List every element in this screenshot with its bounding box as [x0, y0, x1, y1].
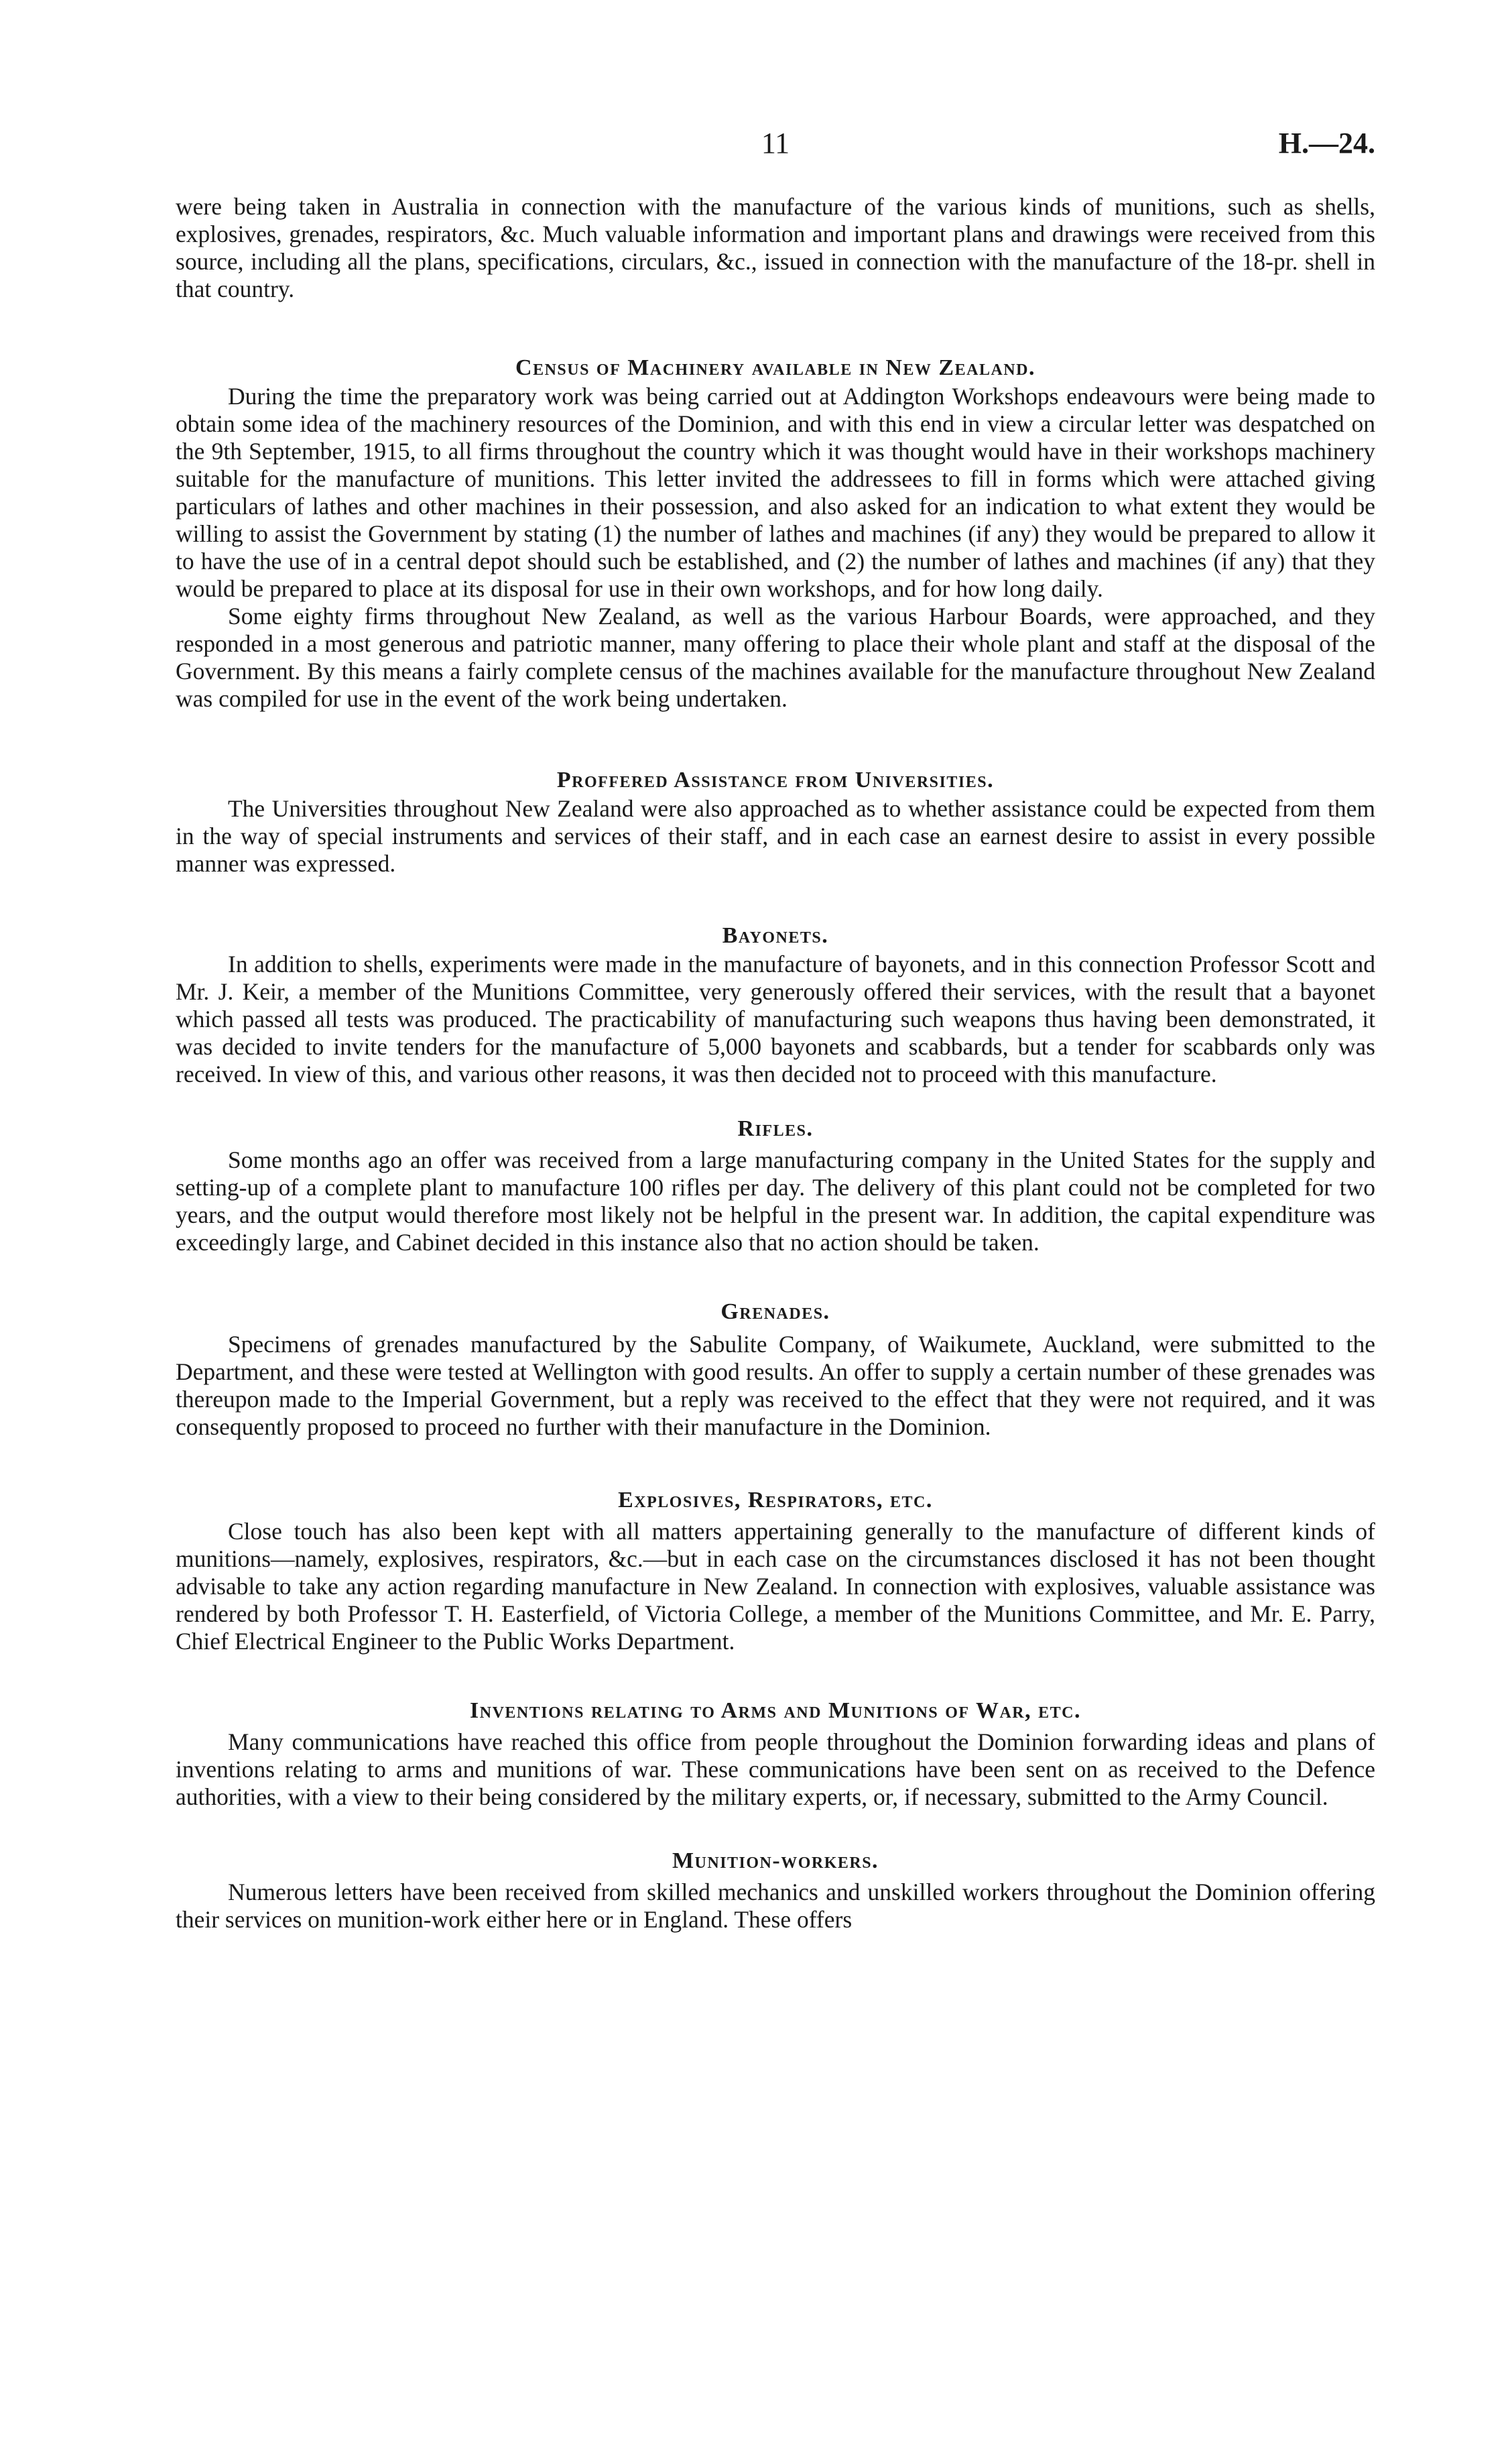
document-reference: H.—24.	[1278, 127, 1375, 160]
paragraph-bayonets: In addition to shells, experiments were made in the manufacture of bayonets, and in this connection Professor Scott and Mr. J. Keir, a member of the Munitions Committee, very generously offered their services, with the result that a bayonet which passed all tests was produced. The practicability of manufacturing such weapons thus having been demonstrated, it was decided to invite tenders for the manufacture of 5,000 bayonets and scabbards, but a tender for scabbards only was received. In view of this, and various other reasons, it was then decided not to proceed with this manufacture.	[176, 951, 1375, 1087]
section-heading-rifles: Rifles.	[737, 1116, 814, 1141]
section-heading-universities: Proffered Assistance from Universities.	[556, 768, 995, 792]
page-header	[176, 126, 1375, 166]
document-body	[176, 193, 1375, 1934]
section-heading-inventions: Inventions relating to Arms and Munitions of War, etc.	[470, 1698, 1081, 1723]
section-heading-bayonets: Bayonets.	[722, 923, 829, 948]
section-heading-explosives: Explosives, Respirators, etc.	[618, 1488, 933, 1512]
section-heading-census: Census of Machinery available in New Zealand.	[515, 355, 1035, 380]
paragraph-census-2: Some eighty firms throughout New Zealand, as well as the various Harbour Boards, were approached, and they responded in a most generous and patriotic manner, many offering to place their whole plant and staff at the disposal of the Government. By this means a fairly complete census of the machines available for the manufacture throughout New Zealand was compiled for use in the event of the work being undertaken.	[176, 603, 1375, 712]
paragraph-inventions: Many communications have reached this office from people throughout the Dominion forwarding ideas and plans of inventions relating to arms and munitions of war. These communications have been sent on as received to the Defence authorities, with a view to their being considered by the military experts, or, if necessary, submitted to the Army Council.	[176, 1728, 1375, 1810]
paragraph-census-1: During the time the preparatory work was being carried out at Addington Workshops endeavours were being made to obtain some idea of the machinery resources of the Dominion, and with this end in view a circular letter was despatched on the 9th September, 1915, to all firms throughout the country which it was thought would have in their workshops machinery suitable for the manufacture of munitions. This letter invited the addressees to fill in forms which were attached giving particulars of lathes and other machines in their possession, and also asked for an indication to what extent they would be willing to assist the Government by stating (1) the number of lathes and machines (if any) they would be prepared to allow it to have the use of in a central depot should such be established, and (2) the number of lathes and machines (if any) that they would be prepared to place at its disposal for use in their own workshops, and for how long daily.	[176, 383, 1375, 602]
paragraph-grenades: Specimens of grenades manufactured by the Sabulite Company, of Waikumete, Auckland, were submitted to the Department, and these were tested at Wellington with good results. An offer to supply a certain number of these grenades was thereupon made to the Imperial Government, but a reply was received to the effect that they were not required, and it was consequently proposed to proceed no further with their manufacture in the Dominion.	[176, 1331, 1375, 1440]
section-heading-grenades: Grenades.	[720, 1299, 830, 1324]
paragraph-universities: The Universities throughout New Zealand were also approached as to whether assistance could be expected from them in the way of special instruments and services of their staff, and in each case an earnest desire to assist in every possible manner was expressed.	[176, 795, 1375, 877]
intro-paragraph: were being taken in Australia in connection with the manufacture of the various kinds of munitions, such as shells, explosives, grenades, respirators, &c. Much valuable information and important plans and drawings were received from this source, including all the plans, specifications, circulars, &c., issued in connection with the manufacture of the 18-pr. shell in that country.	[176, 193, 1375, 302]
section-heading-munition-workers: Munition-workers.	[672, 1848, 879, 1873]
paragraph-rifles: Some months ago an offer was received from a large manufacturing company in the United States for the supply and setting-up of a complete plant to manufacture 100 rifles per day. The delivery of this plant could not be completed for two years, and the output would therefore most likely not be helpful in the present war. In addition, the capital expenditure was exceedingly large, and Cabinet decided in this instance also that no action should be taken.	[176, 1146, 1375, 1256]
paragraph-munition-workers: Numerous letters have been received from skilled mechanics and unskilled workers throughout the Dominion offering their services on munition-work either here or in England. These offers	[176, 1879, 1375, 1933]
paragraph-explosives: Close touch has also been kept with all matters appertaining generally to the manufacture of different kinds of munitions—namely, explosives, respirators, &c.—but in each case on the circumstances disclosed it has not been thought advisable to take any action regarding manufacture in New Zealand. In connection with explosives, valuable assistance was rendered by both Professor T. H. Easterfield, of Victoria College, a member of the Munitions Committee, and Mr. E. Parry, Chief Electrical Engineer to the Public Works Department.	[176, 1518, 1375, 1655]
page-number: 11	[761, 127, 790, 160]
